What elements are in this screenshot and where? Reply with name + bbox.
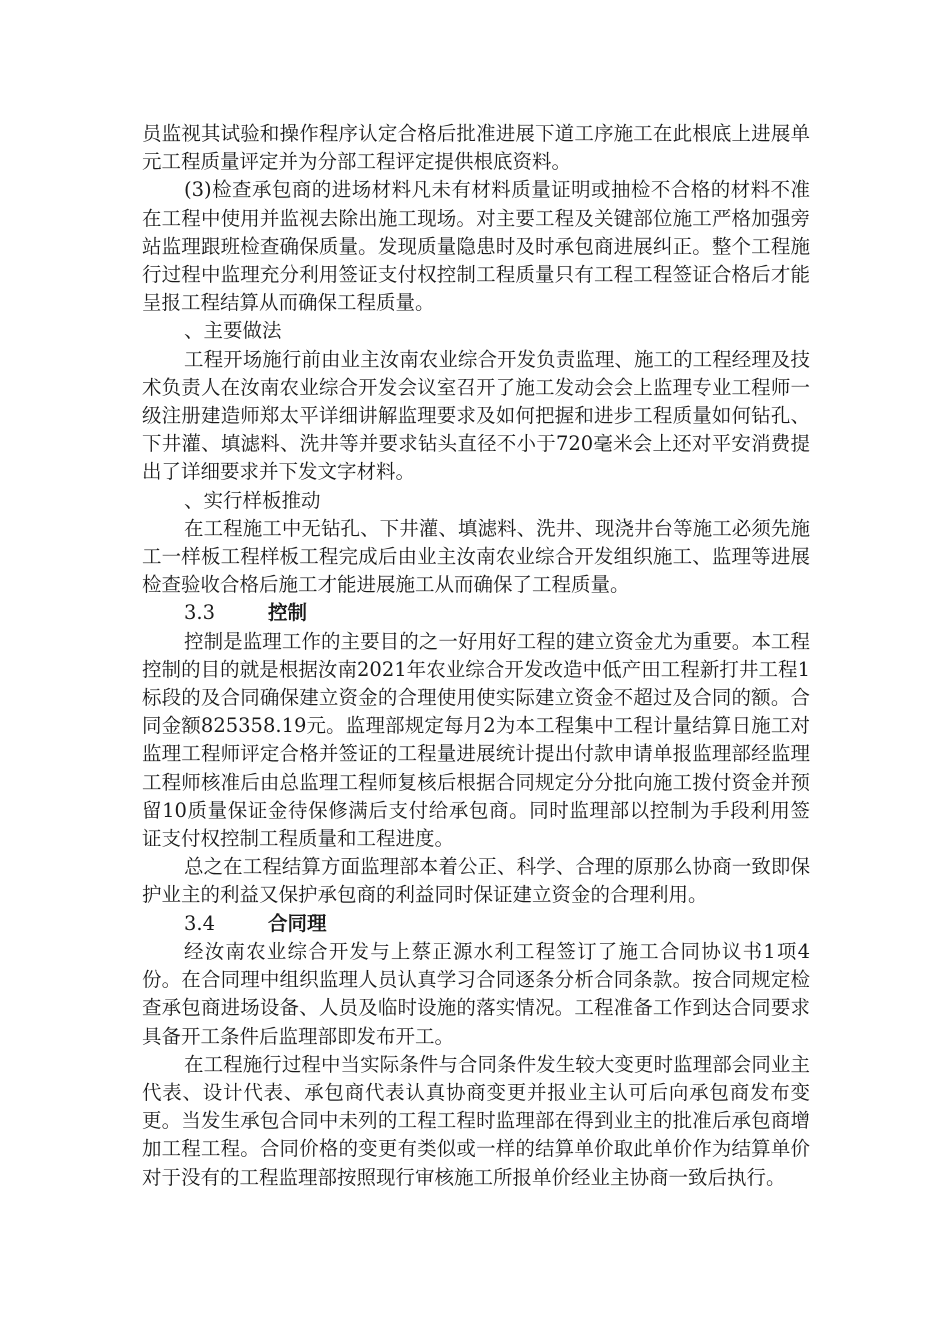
paragraph: 员监视其试验和操作程序认定合格后批准进展下道工序施工在此根底上进展单元工程质量评定并为分部工程评定提供根底资料。 [142,122,810,174]
subheading: 、主要做法 [184,319,282,343]
paragraph: 控制是监理工作的主要目的之一好用好工程的建立资金尤为重要。本工程控制的目的就是根据汝南2021年农业综合开发改造中低产田工程新打井工程1标段的及合同确保建立资金的合理使用使实际建立资金不超过及合同的额。合同金额825358.19元。监理部规定每月2为本工程集中工程计量结算日施工对监理工程师评定合格并签证的工程量进展统计提出付款申请单报监理部经监理工程师核准后由总监理工程师复核后根据合同规定分分批向施工拨付资金并预留10质量保证金待保修满后支付给承包商。同时监理部以控制为手段利用签证支付权控制工程质量和工程进度。 [142,629,810,851]
subheading: 、实行样板推动 [184,488,321,512]
paragraph: 总之在工程结算方面监理部本着公正、科学、合理的原那么协商一致即保护业主的利益又保护承包商的利益同时保证建立资金的合理利用。 [142,855,810,907]
section-heading-3-4 [142,910,810,938]
section-number: 3.3 [184,601,216,625]
section-heading-3-3 [142,599,810,627]
paragraph: 在工程施工中无钻孔、下井灌、填滤料、洗井、现浇井台等施工必须先施工一样板工程样板工程完成后由业主汝南农业综合开发组织施工、监理等进展检查验收合格后施工才能进展施工从而确保了工程质量。 [142,516,810,597]
paragraph: 工程开场施行前由业主汝南农业综合开发负责监理、施工的工程经理及技术负责人在汝南农业综合开发会议室召开了施工发动会会上监理专业工程师一级注册建造师郑太平详细讲解监理要求及如何把握和进步工程质量如何钻孔、下井灌、填滤料、洗井等并要求钻头直径不小于720毫米会上还对平安消费提出了详细要求并下发文字材料。 [142,347,810,484]
document-body [142,120,810,1192]
section-title: 控制 [268,601,308,625]
section-title: 合同理 [268,911,327,935]
paragraph: 经汝南农业综合开发与上蔡正源水利工程签订了施工合同协议书1项4份。在合同理中组织监理人员认真学习合同逐条分析合同条款。按合同规定检查承包商进场设备、人员及临时设施的落实情况。工程准备工作到达合同要求具备开工条件后监理部即发布开工。 [142,939,810,1048]
section-number: 3.4 [184,911,216,935]
paragraph: (3)检查承包商的进场材料凡未有材料质量证明或抽检不合格的材料不准在工程中使用并监视去除出施工现场。对主要工程及关键部位施工严格加强旁站监理跟班检查确保质量。发现质量隐患时及时承包商进展纠正。整个工程施行过程中监理充分利用签证支付权控制工程质量只有工程工程签证合格后才能呈报工程结算从而确保工程质量。 [142,178,810,315]
paragraph: 在工程施行过程中当实际条件与合同条件发生较大变更时监理部会同业主代表、设计代表、承包商代表认真协商变更并报业主认可后向承包商发布变更。当发生承包合同中未列的工程工程时监理部在得到业主的批准后承包商增加工程工程。合同价格的变更有类似或一样的结算单价取此单价作为结算单价对于没有的工程监理部按照现行审核施工所报单价经业主协商一致后执行。 [142,1052,810,1189]
